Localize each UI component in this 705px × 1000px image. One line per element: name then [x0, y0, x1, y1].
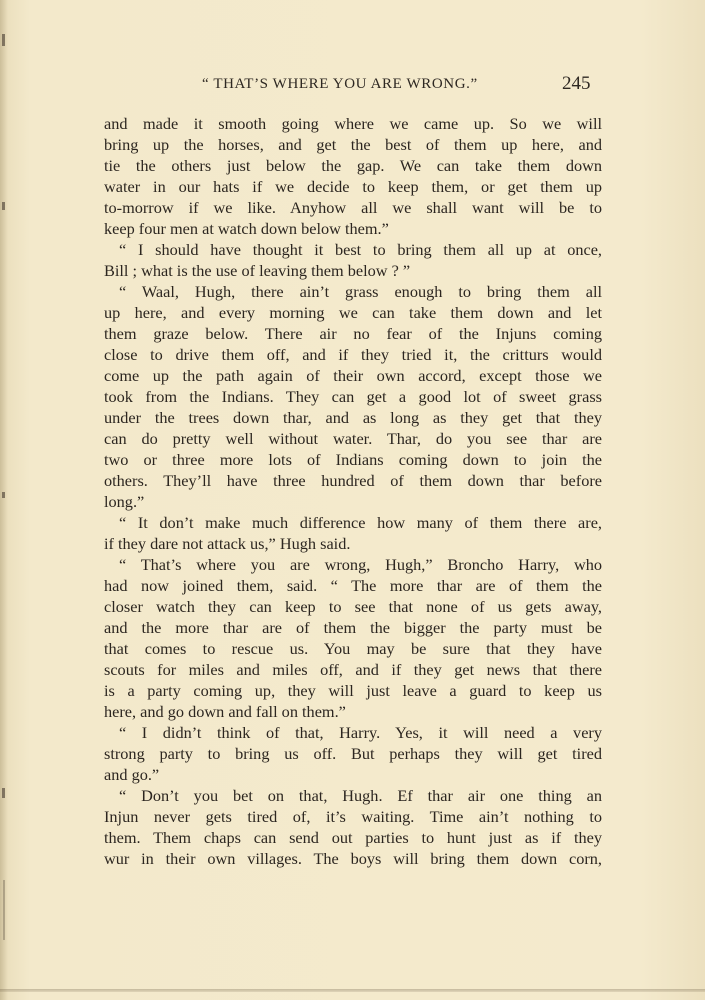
text-line: that comes to rescue us. You may be sure that they have: [104, 639, 602, 658]
text-line: had now joined them, said. “ The more thar are of them the: [104, 576, 602, 595]
body-text: [104, 113, 602, 869]
margin-mark: [2, 492, 5, 498]
text-line: “ Waal, Hugh, there ain’t grass enough to bring them all: [119, 282, 602, 301]
text-line: “ I didn’t think of that, Harry. Yes, it will need a very: [119, 723, 602, 742]
text-line: come up the path again of their own accord, except those we: [104, 366, 602, 385]
margin-mark: [2, 788, 5, 798]
text-line: can do pretty well without water. Thar, do you see thar are: [104, 429, 602, 448]
text-line: water in our hats if we decide to keep them, or get them up: [104, 177, 602, 196]
text-line: “ Don’t you bet on that, Hugh. Ef thar air one thing an: [119, 786, 602, 805]
running-title: “ THAT’S WHERE YOU ARE WRONG.”: [202, 76, 478, 92]
text-line: close to drive them off, and if they tried it, the critturs would: [104, 345, 602, 364]
text-line: scouts for miles and miles off, and if they get news that there: [104, 660, 602, 679]
text-line: closer watch they can keep to see that none of us gets away,: [104, 597, 602, 616]
text-line: took from the Indians. They can get a good lot of sweet grass: [104, 387, 602, 406]
text-line: Bill ; what is the use of leaving them below ? ”: [104, 261, 411, 280]
text-line: is a party coming up, they will just leave a guard to keep us: [104, 681, 602, 700]
text-line: “ That’s where you are wrong, Hugh,” Broncho Harry, who: [119, 555, 602, 574]
text-line: tie the others just below the gap. We can take them down: [104, 156, 602, 175]
text-line: if they dare not attack us,” Hugh said.: [104, 534, 351, 553]
running-head: [0, 74, 705, 98]
text-line: them graze below. There air no fear of the Injuns coming: [104, 324, 602, 343]
margin-mark: [2, 202, 5, 210]
text-line: “ I should have thought it best to bring them all up at once,: [119, 240, 602, 259]
text-line: and the more thar are of them the bigger the party must be: [104, 618, 602, 637]
text-line: “ It don’t make much difference how many of them there are,: [119, 513, 602, 532]
text-line: wur in their own villages. The boys will bring them down corn,: [104, 849, 602, 868]
page-bottom-edge: [0, 989, 705, 992]
text-line: here, and go down and fall on them.”: [104, 702, 346, 721]
text-line: others. They’ll have three hundred of them down thar before: [104, 471, 602, 490]
text-line: under the trees down thar, and as long as they get that they: [104, 408, 602, 427]
margin-mark: [3, 880, 5, 940]
text-line: and made it smooth going where we came up. So we will: [104, 114, 602, 133]
text-line: strong party to bring us off. But perhaps they will get tired: [104, 744, 602, 763]
margin-mark: [2, 34, 5, 46]
text-line: them. Them chaps can send out parties to hunt just as if they: [104, 828, 602, 847]
text-line: two or three more lots of Indians coming down to join the: [104, 450, 602, 469]
text-line: keep four men at watch down below them.”: [104, 219, 389, 238]
page-gutter-shadow: [0, 0, 8, 1000]
text-line: up here, and every morning we can take them down and let: [104, 303, 602, 322]
page-number: 245: [562, 73, 591, 94]
text-line: bring up the horses, and get the best of them up here, and: [104, 135, 602, 154]
text-line: to-morrow if we like. Anyhow all we shall want will be to: [104, 198, 602, 217]
text-line: Injun never gets tired of, it’s waiting. Time ain’t nothing to: [104, 807, 602, 826]
text-line: and go.”: [104, 765, 160, 784]
text-line: long.”: [104, 492, 145, 511]
